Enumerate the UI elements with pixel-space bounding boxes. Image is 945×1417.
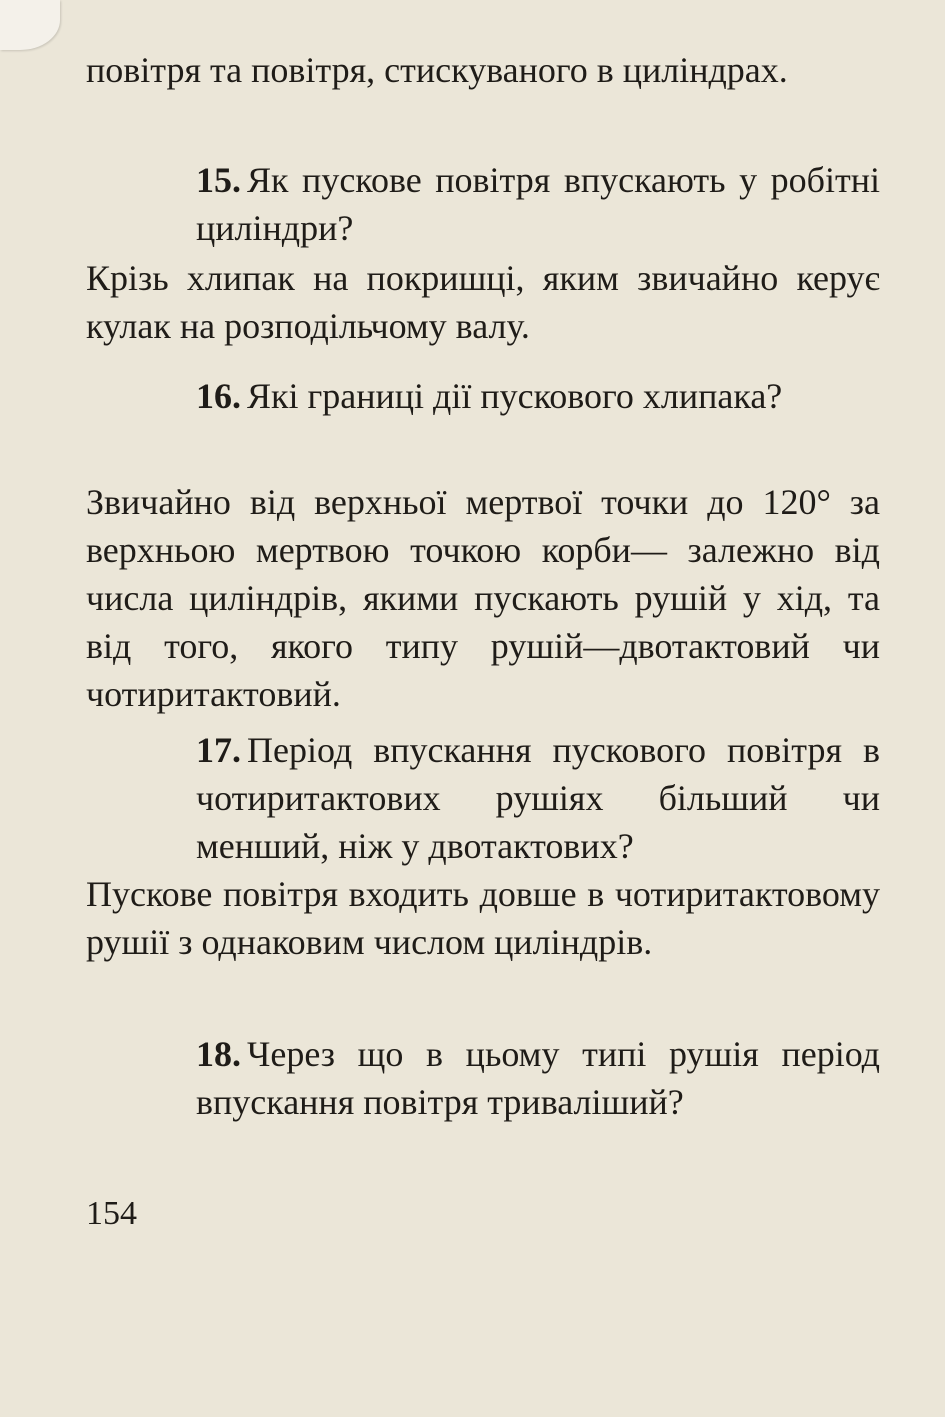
- answer-16: Звичайно від верхньої мертвої точки до 120° за верхньою мертвою точкою корби— залежно від числа циліндрів, якими пускають рушій у хід, та від того, якого типу рушій—двотактовий чи чотиритактовий.: [86, 482, 880, 714]
- question-15: [196, 156, 880, 252]
- answer-15: Крізь хлипак на покришці, яким звичайно керує кулак на розподільчому валу.: [86, 258, 880, 346]
- question-text: Як пускове повітря впускають у робітні циліндри?: [196, 160, 880, 248]
- question-16: [196, 372, 880, 420]
- question-text: Через що в цьому типі рушія період впускання повітря триваліший?: [196, 1034, 880, 1122]
- question-number: 18.: [196, 1034, 241, 1074]
- question-text: Які границі дії пускового хлипака?: [247, 376, 783, 416]
- question-18: [196, 1030, 880, 1126]
- continuation-text: повітря та повітря, стискуваного в циліндрах.: [86, 50, 788, 90]
- page-number: 154: [86, 1195, 137, 1232]
- question-number: 15.: [196, 160, 241, 200]
- question-17: [196, 726, 880, 870]
- folded-corner: [0, 0, 60, 50]
- question-number: 17.: [196, 730, 241, 770]
- question-text: Період впускання пускового повітря в чотиритактових рушіях більший чи менший, ніж у двотактових?: [196, 730, 880, 866]
- question-number: 16.: [196, 376, 241, 416]
- answer-17: Пускове повітря входить довше в чотиритактовому рушії з однаковим числом циліндрів.: [86, 874, 880, 962]
